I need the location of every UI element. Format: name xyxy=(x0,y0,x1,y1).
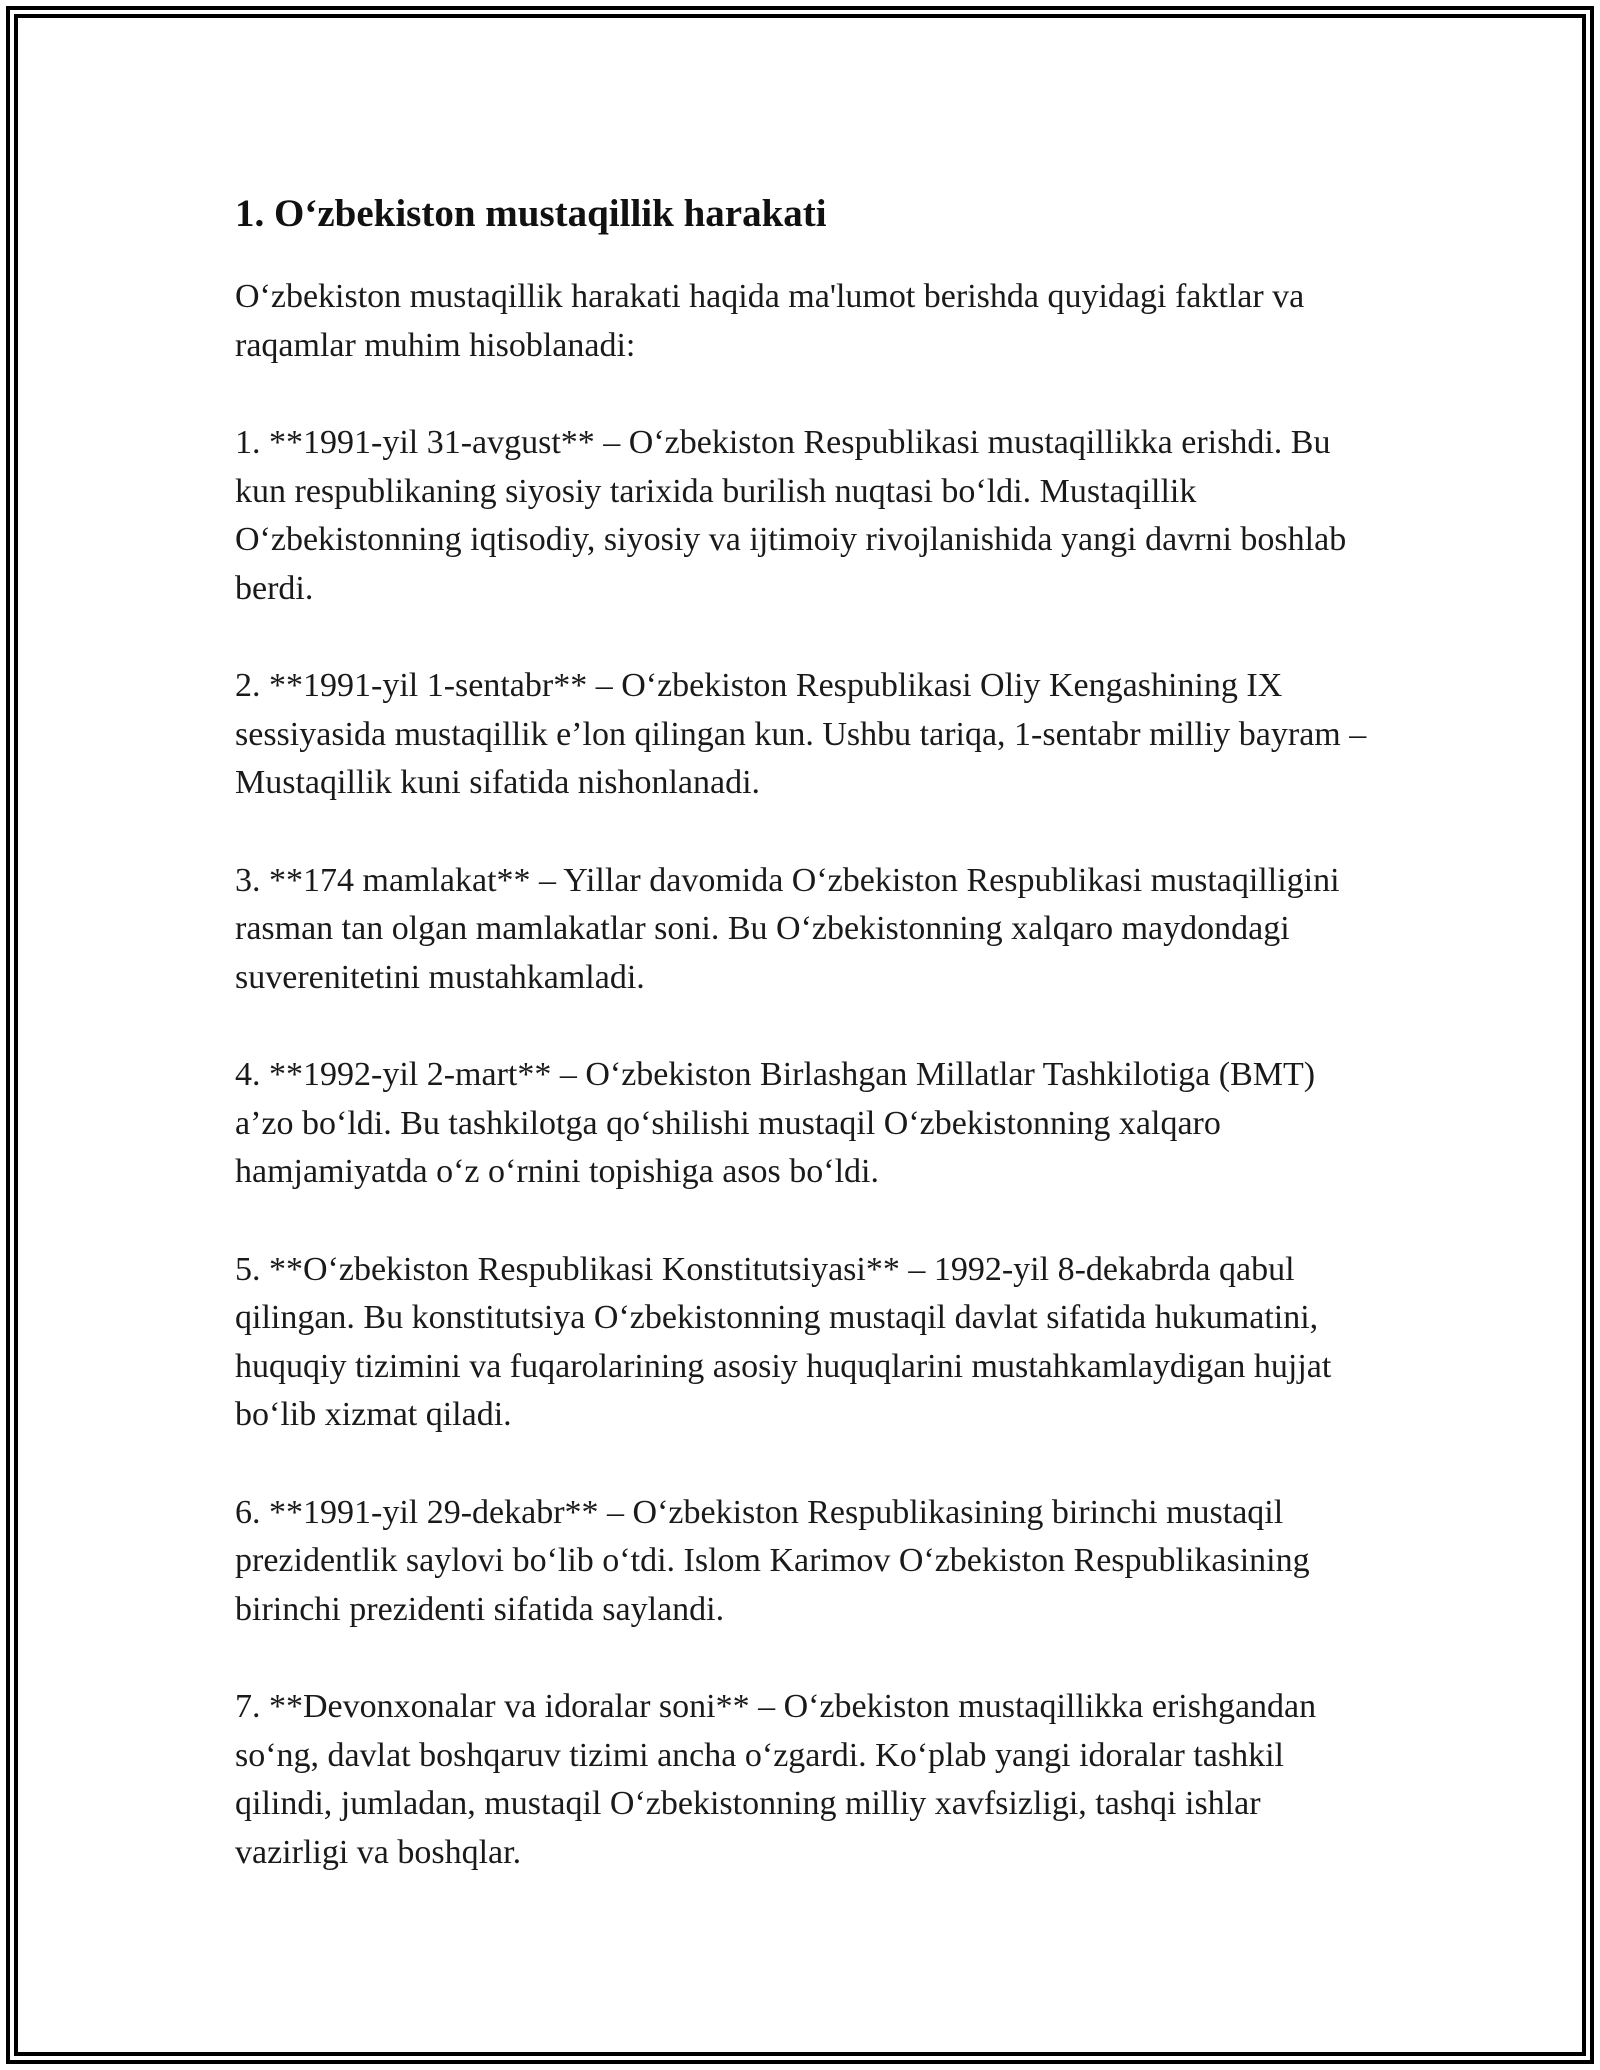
document-body xyxy=(235,188,1375,1926)
section-heading: 1. O‘zbekiston mustaqillik harakati xyxy=(235,192,827,235)
intro-paragraph: O‘zbekiston mustaqillik harakati haqida ma'lumot berishda quyidagi faktlar va raqamlar muhim hisoblanadi: xyxy=(235,278,1305,364)
list-item-1: 1. **1991-yil 31-avgust** – O‘zbekiston Respublikasi mustaqillikka erishdi. Bu kun respublikaning siyosiy tarixida burilish nuqtasi bo‘ldi. Mustaqillik O‘zbekistonning iqtisodiy, siyosiy va ijtimoiy rivojlanishida yangi davrni boshlab berdi. xyxy=(235,424,1347,607)
list-item-5: 5. **O‘zbekiston Respublikasi Konstitutsiyasi** – 1992-yil 8-dekabrda qabul qilingan. Bu konstitutsiya O‘zbekistonning mustaqil davlat sifatida hukumatini, huquqiy tizimini va fuqarolarining asosiy huquqlarini mustahkamlaydigan hujjat bo‘lib xizmat qiladi. xyxy=(235,1250,1332,1433)
list-item-6: 6. **1991-yil 29-dekabr** – O‘zbekiston Respublikasining birinchi mustaqil prezidentlik saylovi bo‘lib o‘tdi. Islom Karimov O‘zbekiston Respublikasining birinchi prezidenti sifatida saylandi. xyxy=(235,1493,1310,1628)
list-item-4: 4. **1992-yil 2-mart** – O‘zbekiston Birlashgan Millatlar Tashkilotiga (BMT) a’zo bo‘ldi. Bu tashkilotga qo‘shilishi mustaqil O‘zbekistonning xalqaro hamjamiyatda o‘z o‘rnini topishiga asos bo‘ldi. xyxy=(235,1056,1316,1190)
list-item-2: 2. **1991-yil 1-sentabr** – O‘zbekiston Respublikasi Oliy Kengashining IX sessiyasida mustaqillik e’lon qilingan kun. Ushbu tariqa, 1-sentabr milliy bayram – Mustaqillik kuni sifatida nishonlanadi. xyxy=(235,667,1367,801)
list-item-3: 3. **174 mamlakat** – Yillar davomida O‘zbekiston Respublikasi mustaqilligini rasman tan olgan mamlakatlar soni. Bu O‘zbekistonning xalqaro maydondagi suverenitetini mustahkamladi. xyxy=(235,861,1340,996)
list-item-7: 7. **Devonxonalar va idoralar soni** – O‘zbekiston mustaqillikka erishgandan so‘ng, davlat boshqaruv tizimi ancha o‘zgardi. Ko‘plab yangi idoralar tashkil qilindi, jumladan, mustaqil O‘zbekistonning milliy xavfsizligi, tashqi ishlar vazirligi va boshqlar. xyxy=(235,1688,1317,1871)
